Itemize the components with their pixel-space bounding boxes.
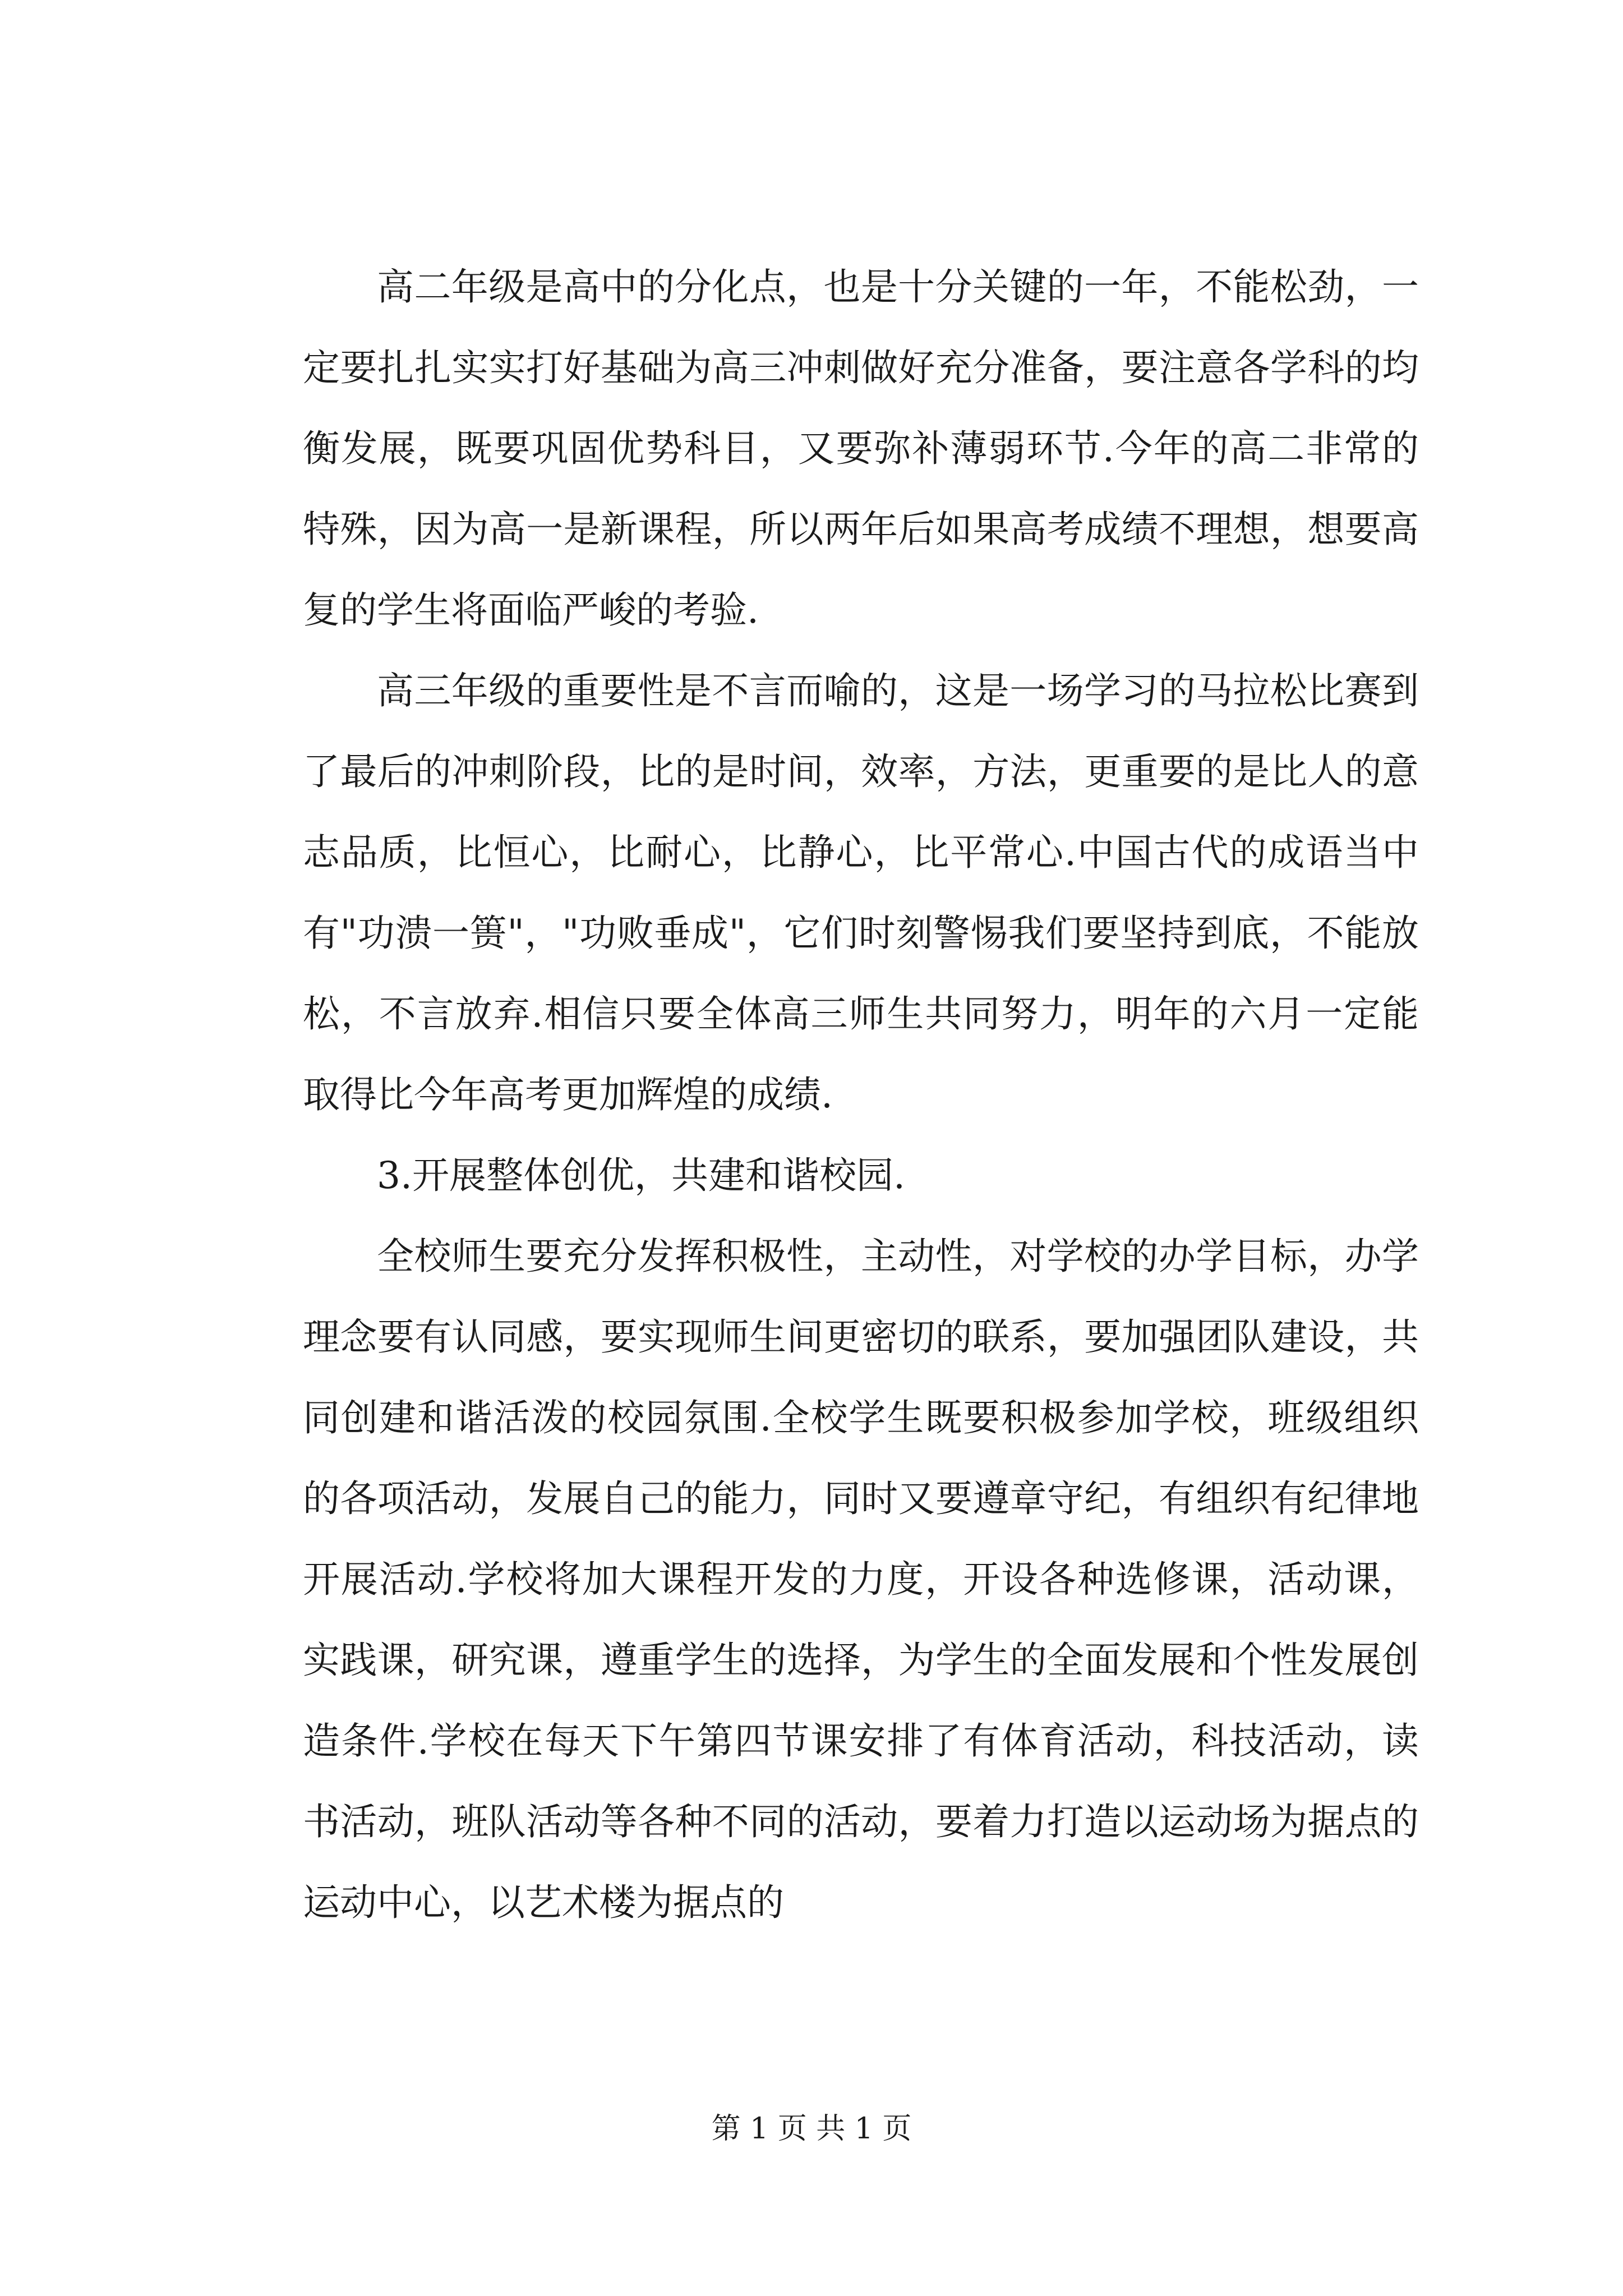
section-heading-harmonious-campus: 3.开展整体创优，共建和谐校园. [377, 1154, 905, 1197]
paragraph-grade-two: 高二年级是高中的分化点，也是十分关键的一年，不能松劲，一定要扎扎实实打好基础为高三冲刺做好充分准备，要注意各学科的均衡发展，既要巩固优势科目，又要弥补薄弱环节.今年的高二非常的特殊，因为高一是新课程，所以两年后如果高考成绩不理想，想要高复的学生将面临严峻的考验. [303, 265, 1419, 632]
paragraph-grade-three: 高三年级的重要性是不言而喻的，这是一场学习的马拉松比赛到了最后的冲刺阶段，比的是时间，效率，方法，更重要的是比人的意志品质，比恒心，比耐心，比静心，比平常心.中国古代的成语当中有"功溃一篑"，"功败垂成"，它们时刻警惕我们要坚持到底，不能放松，不言放弃.相信只要全体高三师生共同努力，明年的六月一定能取得比今年高考更加辉煌的成绩. [303, 669, 1419, 1116]
paragraph-campus-activities: 全校师生要充分发挥积极性，主动性，对学校的办学目标，办学理念要有认同感，要实现师生间更密切的联系，要加强团队建设，共同创建和谐活泼的校园氛围.全校学生既要积极参加学校，班级组织的各项活动，发展自己的能力，同时又要遵章守纪，有组织有纪律地开展活动.学校将加大课程开发的力度，开设各种选修课，活动课，实践课，研究课，遵重学生的选择，为学生的全面发展和个性发展创造条件.学校在每天下午第四节课安排了有体育活动，科技活动，读书活动，班队活动等各种不同的活动，要着力打造以运动场为据点的运动中心，以艺术楼为据点的 [303, 1235, 1419, 1924]
document-body [303, 247, 1419, 1943]
page-number-footer: 第 1 页 共 1 页 [711, 2112, 912, 2146]
